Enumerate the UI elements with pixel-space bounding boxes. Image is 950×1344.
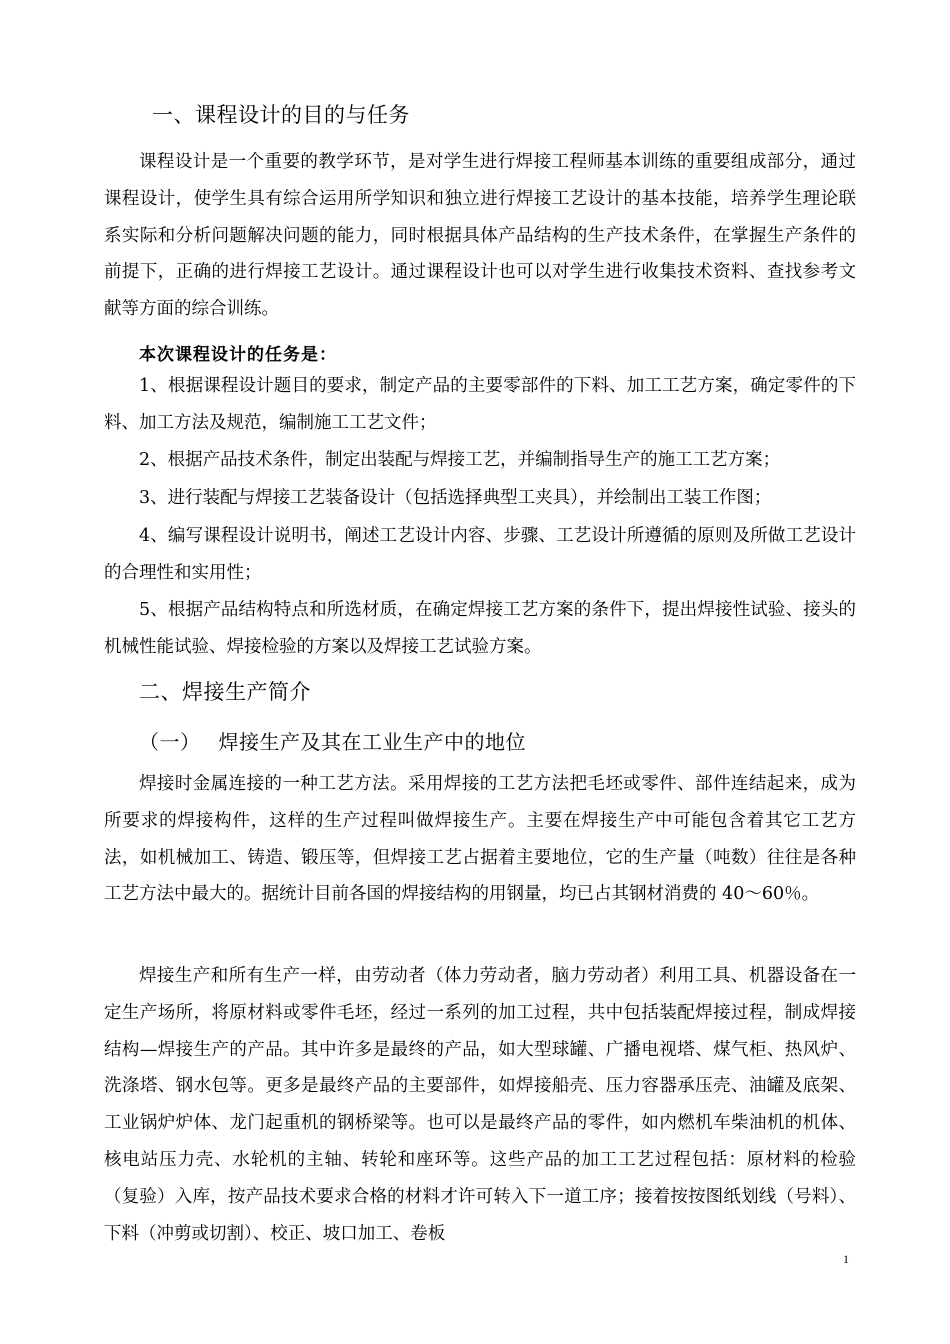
task-item-2: 2、根据产品技术条件，制定出装配与焊接工艺，并编制指导生产的施工工艺方案； <box>139 450 781 470</box>
task-item-3: 3、进行装配与焊接工艺装备设计（包括选择典型工夹具），并绘制出工装工作图； <box>139 488 772 508</box>
task-item-1: 1、根据课程设计题目的要求，制定产品的主要零部件的下料、加工工艺方案，确定零件的下料、加工方法及规范，编制施工工艺文件； <box>104 376 856 433</box>
subsection-1-heading <box>139 726 526 755</box>
section-2-paragraph-2: 焊接生产和所有生产一样，由劳动者（体力劳动者，脑力劳动者）利用工具、机器设备在一定生产场所，将原材料或零件毛坯，经过一系列的加工过程，共中包括装配焊接过程，制成焊接结构—焊接生产的产品。其中许多是最终的产品，如大型球罐、广播电视塔、煤气柜、热风炉、洗涤塔、钢水包等。更多是最终产品的主要部件，如焊接船壳、压力容器承压壳、油罐及底架、工业锅炉炉体、龙门起重机的钢桥梁等。也可以是最终产品的零件，如内燃机车柴油机的机体、核电站压力壳、水轮机的主轴、转轮和座环等。这些产品的加工工艺过程包括：原材料的检验（复验）入库，按产品技术要求合格的材料才许可转入下一道工序；接着按按图纸划线（号料）、下料（冲剪或切割）、校正、坡口加工、卷板 <box>104 966 856 1244</box>
page-number: 1 <box>843 1252 849 1266</box>
section-2-paragraph-1: 焊接时金属连接的一种工艺方法。采用焊接的工艺方法把毛坯或零件、部件连结起来，成为所要求的焊接构件，这样的生产过程叫做焊接生产。主要在焊接生产中可能包含着其它工艺方法，如机械加工、铸造、锻压等，但焊接工艺占据着主要地位，它的生产量（吨数）往往是各种工艺方法中最大的。据统计目前各国的焊接结构的用钢量，均已占其钢材消费的 40～60％。 <box>104 774 856 905</box>
subsection-1-title: 焊接生产及其在工业生产中的地位 <box>218 730 526 754</box>
section-1-heading: 一、课程设计的目的与任务 <box>152 103 410 127</box>
task-item-5: 5、根据产品结构特点和所选材质，在确定焊接工艺方案的条件下，提出焊接性试验、接头的机械性能试验、焊接检验的方案以及焊接工艺试验方案。 <box>104 600 856 657</box>
tasks-heading: 本次课程设计的任务是： <box>139 345 337 365</box>
task-item-4: 4、编写课程设计说明书，阐述工艺设计内容、步骤、工艺设计所遵循的原则及所做工艺设计的合理性和实用性； <box>104 526 856 583</box>
section-2-heading: 二、焊接生产简介 <box>139 680 311 704</box>
section-1-intro-paragraph: 课程设计是一个重要的教学环节，是对学生进行焊接工程师基本训练的重要组成部分，通过课程设计，使学生具有综合运用所学知识和独立进行焊接工艺设计的基本技能，培养学生理论联系实际和分析问题解决问题的能力，同时根据具体产品结构的生产技术条件，在掌握生产条件的前提下，正确的进行焊接工艺设计。通过课程设计也可以对学生进行收集技术资料、查找参考文献等方面的综合训练。 <box>104 152 856 320</box>
subsection-1-number: （一） <box>139 730 201 754</box>
